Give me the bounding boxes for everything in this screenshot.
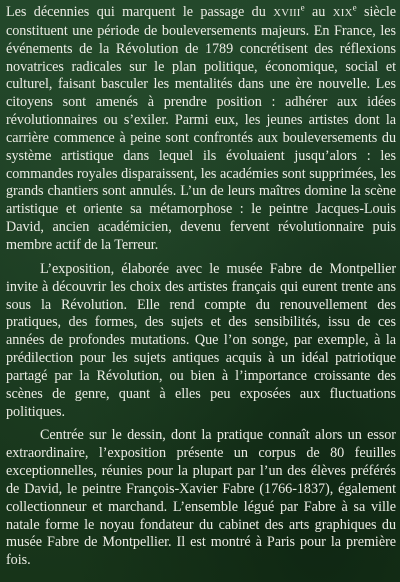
paragraph-intro-conjunction: au — [304, 4, 333, 20]
paragraph-drawings: Centrée sur le dessin, dont la pratique connaît alors un essor extraordinaire, l’exposition présente un corpus de 80 feuilles exceptionnelles, réunies pour la plupart par l’un des élèves préférés de David, le peintre François-Xavier Fabre (1766-1837), également collectionneur et marchand. L’ensemble légué par Fabre à sa ville natale forme le noyau fondateur du cabinet des arts graphiques du musée Fabre de Montpellier. Il est montré à Paris pour la première fois. — [6, 427, 396, 569]
century-nineteen: XIX — [332, 7, 353, 19]
century-eighteen: XVIII — [273, 7, 301, 19]
century-nineteen-suffix: e — [352, 2, 357, 13]
century-eighteen-suffix: e — [300, 2, 305, 13]
paragraph-intro-start: Les décennies qui marquent le passage du — [6, 4, 274, 20]
paragraph-exhibition: L’exposition, élaborée avec le musée Fabre de Montpellier invite à découvrir les choix des artistes français qui eurent trente ans sous la Révolution. Elle rend compte du renouvellement des pratiques, des formes, des sujets et des sensibilités, issu de ces années de profondes mutations. Que l’on songe, par exemple, à la prédilection pour les sujets antiques acquis à un idéal patriotique partagé par la Révolution, ou bien à l’importance croissante des scènes de genre, quant à elles peu exposées aux fluctuations politiques. — [6, 260, 396, 420]
paragraph-intro-body: siècle constituent une période de bouleversements majeurs. En France, les événements de la Révolution de 1789 concrétisent des réflexions novatrices radicales sur le plan politique, économique, social et culturel, faisant basculer les mentalités dans une ère nouvelle. Les citoyens sont amenés à prendre position : adhérer aux idées révolutionnaires ou s’exiler. Parmi eux, les jeunes artistes dont la carrière commence à peine sont confrontés aux bouleversements du système artistique dans lequel ils évoluaient jusqu’alors : les commandes royales disparaissent, les académies sont supprimées, les grands chantiers sont annulés. L’un de leurs maîtres domine la scène artistique et oriente sa métamorphose : le peintre Jacques-Louis David, ancien académicien, devenu fervent révolutionnaire puis membre actif de la Terreur. — [6, 4, 396, 253]
paragraph-intro — [6, 4, 396, 255]
